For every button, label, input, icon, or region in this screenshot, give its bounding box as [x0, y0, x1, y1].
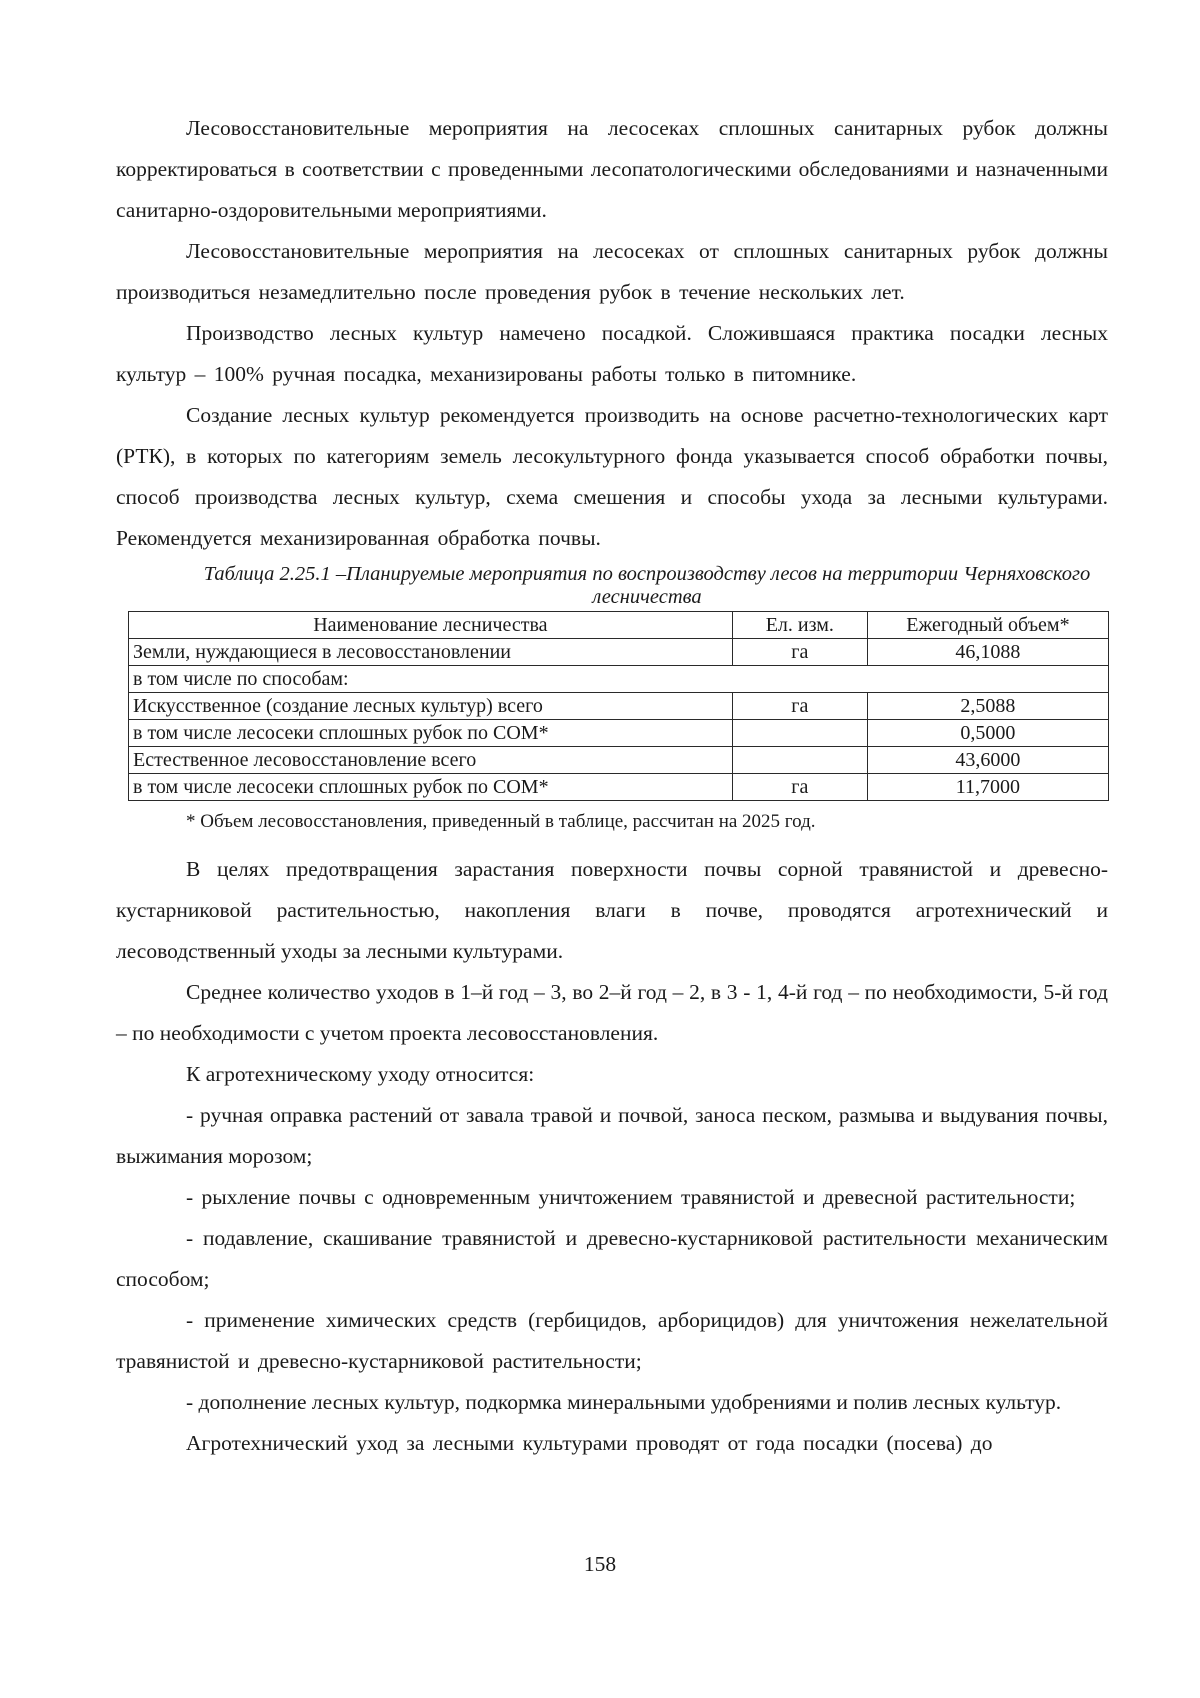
- paragraph: Агротехнический уход за лесными культурами проводят от года посадки (посева) до: [186, 1431, 993, 1455]
- table-row: [129, 774, 1109, 801]
- paragraph: Среднее количество уходов в 1–й год – 3, во 2–й год – 2, в 3 - 1, 4-й год – по необходимости, 5-й год – по необходимости с учетом проекта лесовосстановления.: [116, 980, 1108, 1045]
- column-header-name: Наименование лесничества: [129, 612, 733, 639]
- paragraph: Лесовосстановительные мероприятия на лесосеках от сплошных санитарных рубок должны производиться незамедлительно после проведения рубок в течение нескольких лет.: [116, 239, 1108, 304]
- list-item: - применение химических средств (гербицидов, арборицидов) для уничтожения нежелательной травянистой и древесно-кустарниковой растительности;: [116, 1308, 1108, 1373]
- list-item: - ручная оправка растений от завала травой и почвой, заноса песком, размыва и выдувания почвы, выжимания морозом;: [116, 1103, 1108, 1168]
- table-header-row: [129, 612, 1109, 639]
- cell-volume: 46,1088: [867, 639, 1108, 666]
- paragraph: Лесовосстановительные мероприятия на лесосеках сплошных санитарных рубок должны корректироваться в соответствии с проведенными лесопатологическими обследованиями и назначенными санитарно-оздоровительными мероприятиями.: [116, 116, 1108, 222]
- document-page: [116, 108, 1108, 1464]
- table-caption: Таблица 2.25.1 –Планируемые мероприятия по воспроизводству лесов на территории Черняховского лесничества: [203, 563, 1091, 608]
- cell-name: Естественное лесовосстановление всего: [129, 747, 733, 774]
- reforestation-table: [128, 611, 1109, 801]
- column-header-unit: Ел. изм.: [732, 612, 867, 639]
- cell-unit: га: [732, 774, 867, 801]
- cell-volume: 0,5000: [867, 720, 1108, 747]
- cell-unit: [732, 720, 867, 747]
- column-header-volume: Ежегодный объем*: [867, 612, 1108, 639]
- cell-volume: 43,6000: [867, 747, 1108, 774]
- table-row: [129, 693, 1109, 720]
- cell-unit: га: [732, 693, 867, 720]
- paragraph: Производство лесных культур намечено посадкой. Сложившаяся практика посадки лесных культур – 100% ручная посадка, механизированы работы только в питомнике.: [116, 321, 1108, 386]
- paragraph: К агротехническому уходу относится:: [186, 1062, 535, 1086]
- cell-name: в том числе по способам:: [129, 666, 1109, 693]
- table-row: [129, 666, 1109, 693]
- list-item: - рыхление почвы с одновременным уничтожением травянистой и древесной растительности;: [186, 1185, 1076, 1209]
- cell-volume: 2,5088: [867, 693, 1108, 720]
- table-row: [129, 747, 1109, 774]
- paragraph: В целях предотвращения зарастания поверхности почвы сорной травянистой и древесно-кустарниковой растительностью, накопления влаги в почве, проводятся агротехнический и лесоводственный уходы за лесными культурами.: [116, 857, 1108, 963]
- table-footnote: * Объем лесовосстановления, приведенный в таблице, рассчитан на 2025 год.: [186, 811, 816, 832]
- paragraph: Создание лесных культур рекомендуется производить на основе расчетно-технологических карт (РТК), в которых по категориям земель лесокультурного фонда указывается способ обработки почвы, способ производства лесных культур, схема смешения и способы ухода за лесными культурами. Рекомендуется механизированная обработка почвы.: [116, 403, 1108, 550]
- cell-name: Искусственное (создание лесных культур) всего: [129, 693, 733, 720]
- cell-unit: га: [732, 639, 867, 666]
- list-item: - подавление, скашивание травянистой и древесно-кустарниковой растительности механическим способом;: [116, 1226, 1108, 1291]
- cell-name: Земли, нуждающиеся в лесовосстановлении: [129, 639, 733, 666]
- cell-name: в том числе лесосеки сплошных рубок по СОМ*: [129, 720, 733, 747]
- table-row: [129, 720, 1109, 747]
- list-item: - дополнение лесных культур, подкормка минеральными удобрениями и полив лесных культур.: [186, 1390, 1062, 1414]
- cell-name: в том числе лесосеки сплошных рубок по СОМ*: [129, 774, 733, 801]
- page-number: 158: [583, 1552, 617, 1576]
- cell-volume: 11,7000: [867, 774, 1108, 801]
- cell-unit: [732, 747, 867, 774]
- table-row: [129, 639, 1109, 666]
